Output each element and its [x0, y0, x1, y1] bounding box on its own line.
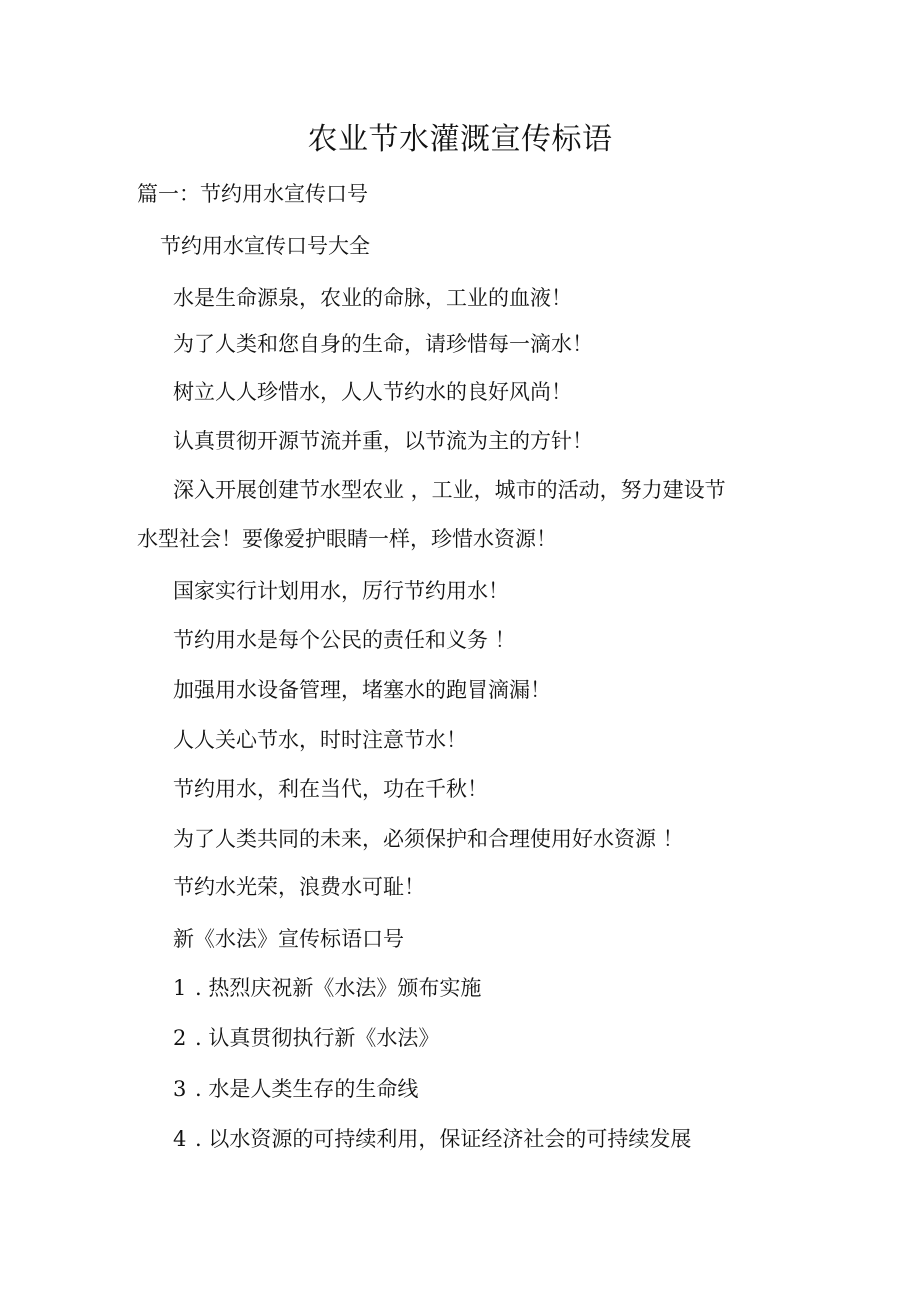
slogan-line: 为了人类和您自身的生命，请珍惜每一滴水！	[173, 332, 593, 356]
item-text: . 认真贯彻执行新《水法》	[195, 1026, 440, 1050]
slogan-line: 国家实行计划用水，厉行节约用水！	[173, 579, 509, 603]
slogan-line-continued: 水型社会！要像爱护眼睛一样，珍惜水资源！	[137, 527, 557, 551]
slogan-line: 节约用水，利在当代，功在千秋！	[173, 777, 488, 801]
slogan-line: 树立人人珍惜水，人人节约水的良好风尚！	[173, 380, 572, 404]
water-law-heading: 新《水法》宣传标语口号	[173, 927, 404, 951]
water-law-item	[173, 1074, 418, 1104]
item-number: 2	[173, 1026, 187, 1050]
slogan-line: 人人关心节水，时时注意节水！	[173, 728, 467, 752]
item-number: 3	[173, 1077, 187, 1101]
slogan-line: 水是生命源泉，农业的命脉，工业的血液！	[173, 286, 572, 310]
item-number: 1	[173, 976, 187, 1000]
slogan-line: 认真贯彻开源节流并重，以节流为主的方针！	[173, 429, 593, 453]
slogan-line: 加强用水设备管理，堵塞水的跑冒滴漏！	[173, 678, 551, 702]
item-number: 4	[173, 1127, 187, 1151]
document-title: 农业节水灌溉宣传标语	[307, 122, 613, 157]
item-text: . 热烈庆祝新《水法》颁布实施	[195, 976, 482, 1000]
slogan-line: 深入开展创建节水型农业 ，工业，城市的活动，努力建设节	[173, 478, 726, 502]
water-law-item	[173, 973, 481, 1003]
item-text: . 以水资源的可持续利用，保证经济社会的可持续发展	[195, 1127, 692, 1151]
water-law-item	[173, 1124, 691, 1154]
slogan-line: 节约水光荣，浪费水可耻！	[173, 875, 425, 899]
item-text: . 水是人类生存的生命线	[195, 1077, 419, 1101]
slogan-line: 节约用水是每个公民的责任和义务 ！	[173, 628, 516, 652]
slogan-line: 为了人类共同的未来，必须保护和合理使用好水资源 ！	[173, 827, 684, 851]
section-heading: 篇一：节约用水宣传口号	[137, 182, 368, 206]
water-law-item	[173, 1023, 439, 1053]
subheading: 节约用水宣传口号大全	[160, 234, 370, 258]
